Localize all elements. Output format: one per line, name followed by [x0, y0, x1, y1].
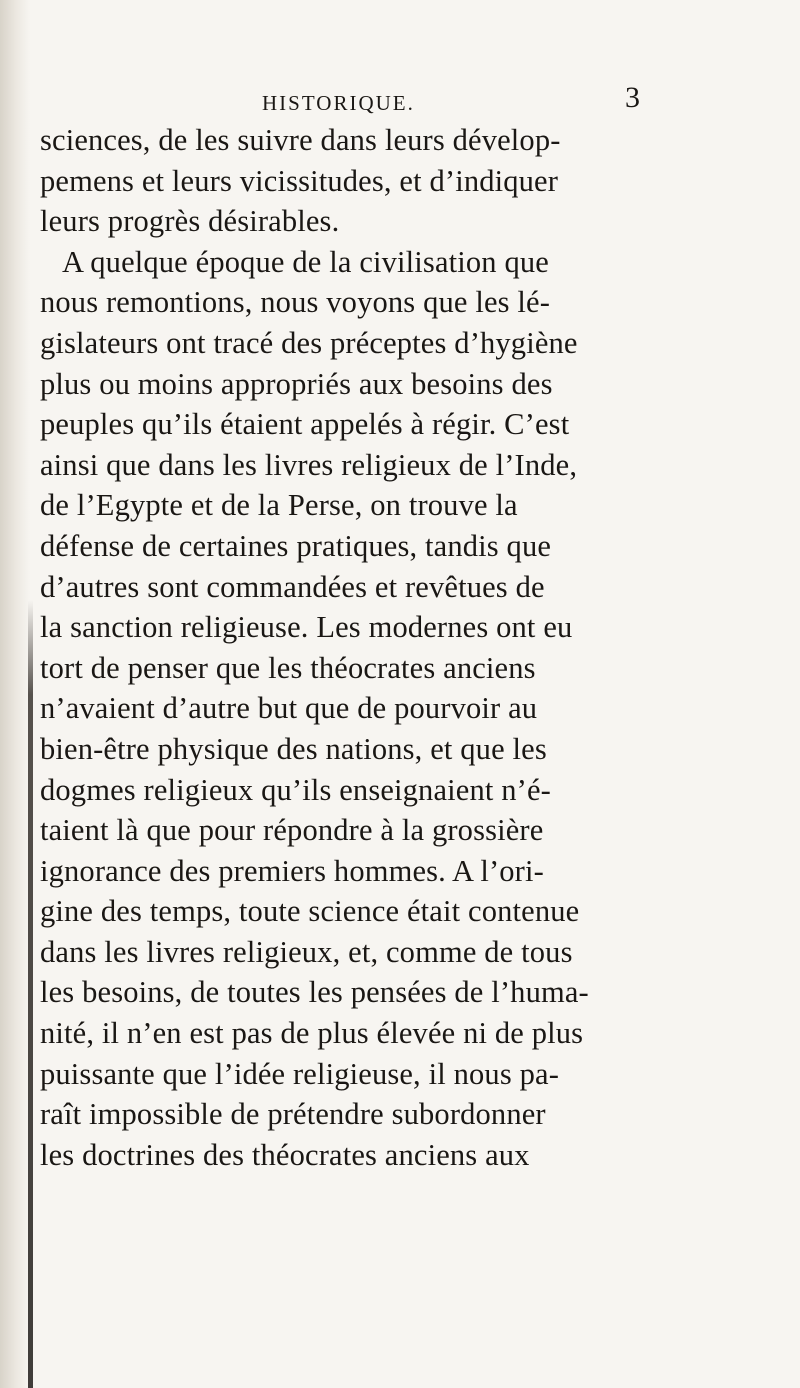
body-text — [40, 120, 795, 1175]
text-line: nous remontions, nous voyons que les lé- — [40, 285, 551, 320]
text-line: bien-être physique des nations, et que les — [40, 731, 547, 766]
text-line: tort de penser que les théocrates anciens — [40, 650, 536, 685]
text-line: la sanction religieuse. Les modernes ont eu — [40, 610, 573, 645]
text-line: taient là que pour répondre à la grossière — [40, 813, 544, 848]
text-line: gine des temps, toute science était contenue — [40, 894, 580, 929]
text-line: plus ou moins appropriés aux besoins des — [40, 366, 553, 401]
text-line: défense de certaines pratiques, tandis que — [40, 528, 552, 563]
text-line: nité, il n’en est pas de plus élevée ni de plus — [40, 1016, 584, 1051]
paragraph-start-line: A quelque époque de la civilisation que — [62, 244, 549, 279]
text-line: gislateurs ont tracé des préceptes d’hygiène — [40, 325, 578, 360]
text-line: raît impossible de prétendre subordonner — [40, 1097, 546, 1132]
page-edge-shadow — [0, 0, 30, 1388]
text-line: leurs progrès désirables. — [40, 204, 340, 239]
text-line: puissante que l’idée religieuse, il nous pa- — [40, 1056, 560, 1091]
binding-gutter — [28, 600, 33, 1388]
text-line: peuples qu’ils étaient appelés à régir. C’est — [40, 407, 570, 442]
text-line: d’autres sont commandées et revêtues de — [40, 569, 545, 604]
page-header — [262, 86, 512, 120]
running-head: HISTORIQUE. — [262, 91, 415, 115]
text-line: les besoins, de toutes les pensées de l’huma- — [40, 975, 589, 1010]
text-line: les doctrines des théocrates anciens aux — [40, 1137, 530, 1172]
text-line: dogmes religieux qu’ils enseignaient n’é- — [40, 772, 551, 807]
page-number: 3 — [625, 81, 640, 114]
text-line: dans les livres religieux, et, comme de tous — [40, 934, 573, 969]
text-line: ainsi que dans les livres religieux de l’Inde, — [40, 447, 578, 482]
text-line: pemens et leurs vicissitudes, et d’indiquer — [40, 163, 559, 198]
text-line: sciences, de les suivre dans leurs dévelop- — [40, 123, 561, 157]
text-line: de l’Egypte et de la Perse, on trouve la — [40, 488, 518, 523]
text-line: ignorance des premiers hommes. A l’ori- — [40, 853, 544, 888]
text-line: n’avaient d’autre but que de pourvoir au — [40, 691, 538, 726]
